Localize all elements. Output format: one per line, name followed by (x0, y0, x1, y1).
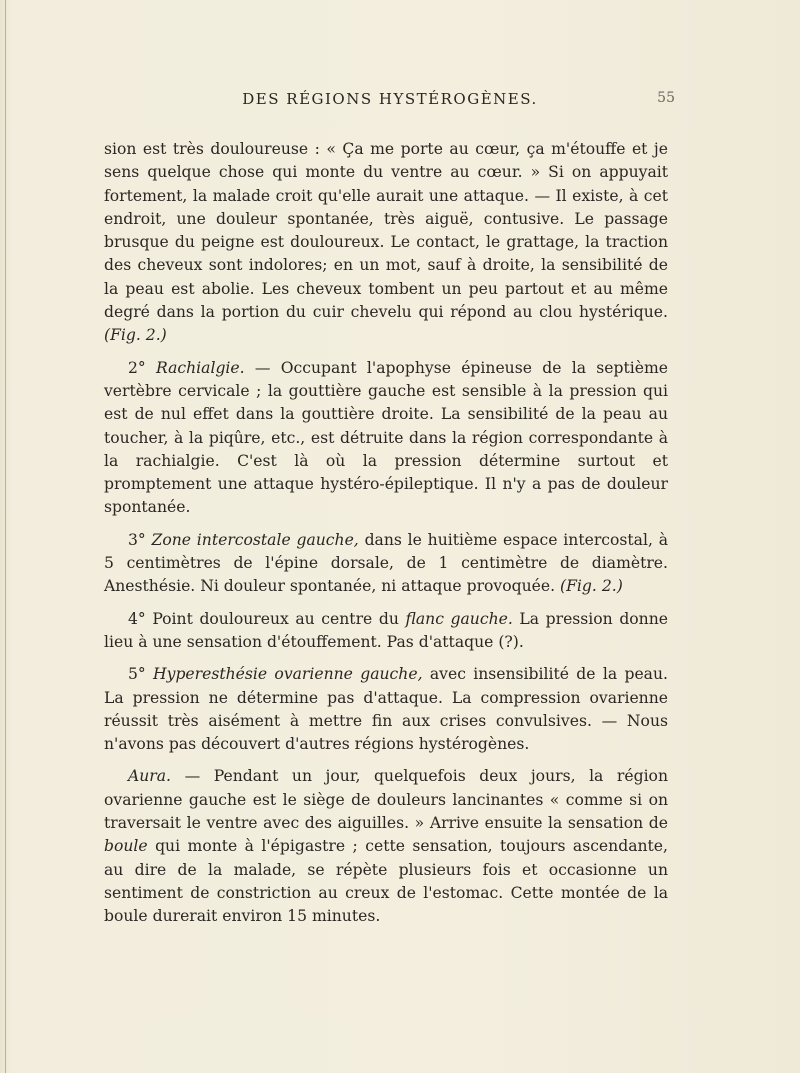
page-body (104, 138, 668, 938)
running-title: DES RÉGIONS HYSTÉROGÈNES. (242, 90, 538, 108)
figure-reference: (Fig. 2.) (560, 577, 623, 596)
paragraph-hyperesthesie: 5° Hyperesthésie ovarienne gauche, avec insensibilité de la peau. La pression ne détermine pas d'attaque. La compression ovarienne réussit très aisément à mettre fin aux crises convulsives. — Nous n'avons pas découvert d'autres régions hystérogènes. (104, 665, 668, 754)
paragraph-lead: flanc gauche. (405, 609, 513, 628)
paragraph-rachialgie: 2° Rachialgie. — Occupant l'apophyse épineuse de la septième vertèbre cervicale ; la gouttière gauche est sensible à la pression qui est de nul effet dans la gouttière droite. La sensibilité de la peau au toucher, à la piqûre, etc., est détruite dans la région correspondante à la rachialgie. C'est là où la pression détermine surtout et promptement une attaque hystéro-épileptique. Il n'y a pas de douleur spontanée. (104, 358, 668, 517)
paragraph-point-douloureux: 4° Point douloureux au centre du flanc gauche. La pression donne lieu à une sensation d'étouffement. Pas d'attaque (?). (104, 609, 668, 651)
paragraph-lead: Aura. (128, 767, 172, 786)
paragraph-lead: Hyperesthésie ovarienne gauche, (153, 665, 423, 684)
paragraph-aura: Aura. — Pendant un jour, quelquefois deux jours, la région ovarienne gauche est le siège de douleurs lancinantes « comme si on traversait le ventre avec des aiguilles. » Arrive ensuite la sensation de boule qui monte à l'épigastre ; cette sensation, toujours ascendante, au dire de la malade, se répète plusieurs fois et occasionne un sentiment de constriction au creux de l'estomac. Cette montée de la boule durerait environ 15 minutes. (104, 767, 668, 926)
page-edge (5, 0, 6, 1073)
italic-term: boule (104, 837, 148, 856)
paragraph-zone-intercostale: 3° Zone intercostale gauche, dans le huitième espace intercostal, à 5 centimètres de l'épine dorsale, de 1 centimètre de diamètre. Anesthésie. Ni douleur spontanée, ni attaque provoquée. (Fig. 2.) (104, 530, 668, 596)
page-number: 55 (657, 90, 675, 106)
paragraph-lead: Rachialgie. (156, 358, 245, 377)
running-header (105, 90, 675, 114)
paragraph-continuation: sion est très douloureuse : « Ça me porte au cœur, ça m'étouffe et je sens quelque chose qui monte du ventre au cœur. » Si on appuyait fortement, la malade croit qu'elle aurait une attaque. — Il existe, à cet endroit, une douleur spontanée, très aiguë, contusive. Le passage brusque du peigne est douloureux. Le contact, le grattage, la traction des cheveux sont indolores; en un mot, sauf à droite, la sensibilité de la peau est abolie. Les cheveux tombent un peu partout et au même degré dans la portion du cuir chevelu qui répond au clou hystérique. (Fig. 2.) (104, 140, 668, 345)
paragraph-lead: Zone intercostale gauche, (151, 530, 359, 549)
figure-reference: (Fig. 2.) (104, 326, 167, 345)
